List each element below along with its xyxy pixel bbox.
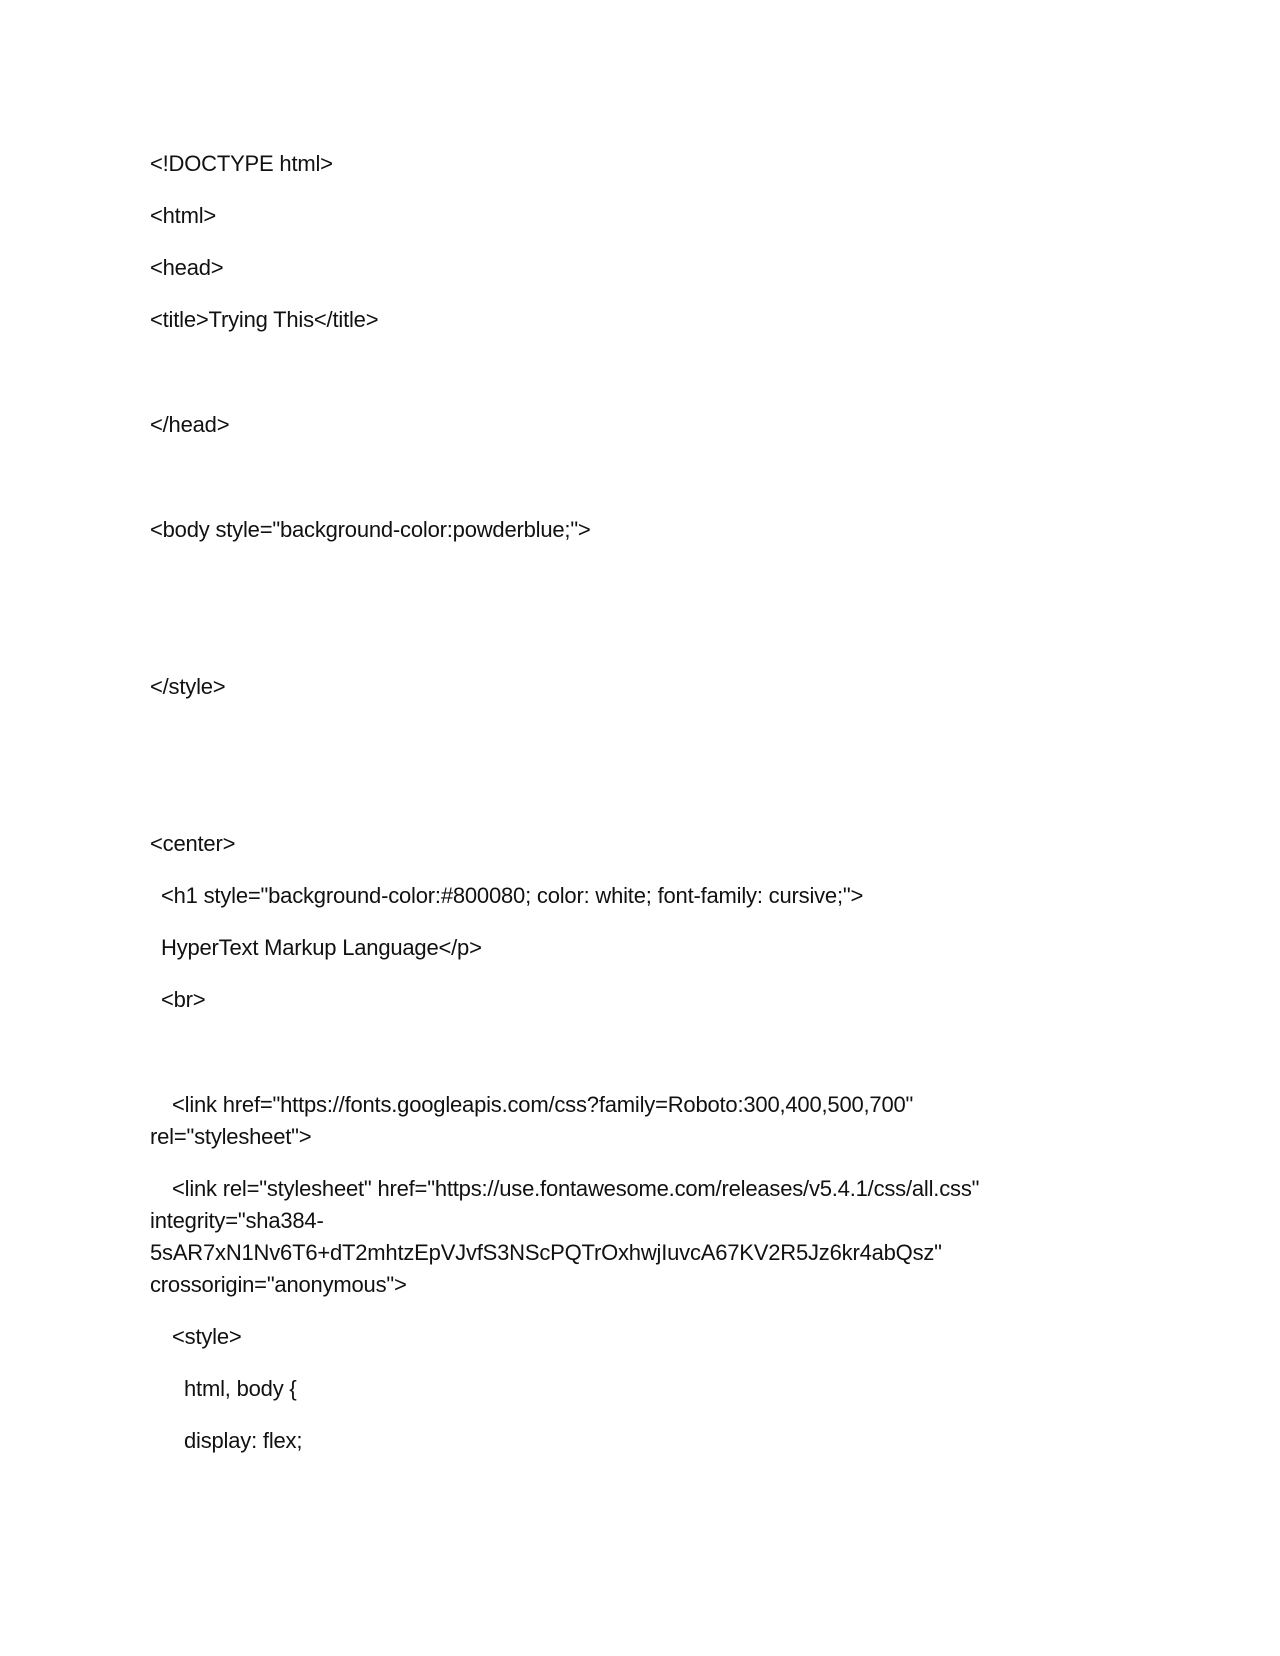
css-selector-line: html, body { xyxy=(184,1376,297,1401)
integrity-hash-line: 5sAR7xN1Nv6T6+dT2mhtzEpVJvfS3NScPQTrOxhwjIuvcA67KV2R5Jz6kr4abQsz" xyxy=(150,1240,942,1265)
br-line: <br> xyxy=(161,987,206,1012)
center-open-line: <center> xyxy=(150,831,236,856)
css-display-line: display: flex; xyxy=(184,1428,303,1453)
roboto-link-rel-line: rel="stylesheet"> xyxy=(150,1124,312,1149)
style-open-line: <style> xyxy=(172,1324,242,1349)
h1-open-line: <h1 style="background-color:#800080; color: white; font-family: cursive;"> xyxy=(161,883,864,908)
fontawesome-link-line: <link rel="stylesheet" href="https://use.fontawesome.com/releases/v5.4.1/css/all.css" xyxy=(172,1176,980,1201)
style-close-line: </style> xyxy=(150,674,226,699)
integrity-line: integrity="sha384- xyxy=(150,1208,324,1233)
head-open-line: <head> xyxy=(150,255,224,280)
body-open-line: <body style="background-color:powderblue;"> xyxy=(150,517,591,542)
title-line: <title>Trying This</title> xyxy=(150,307,379,332)
heading-text-line: HyperText Markup Language</p> xyxy=(161,935,482,960)
doctype-line: <!DOCTYPE html> xyxy=(150,151,333,176)
html-open-line: <html> xyxy=(150,203,217,228)
roboto-link-line: <link href="https://fonts.googleapis.com/css?family=Roboto:300,400,500,700" xyxy=(172,1092,914,1117)
crossorigin-line: crossorigin="anonymous"> xyxy=(150,1272,407,1297)
head-close-line: </head> xyxy=(150,412,230,437)
